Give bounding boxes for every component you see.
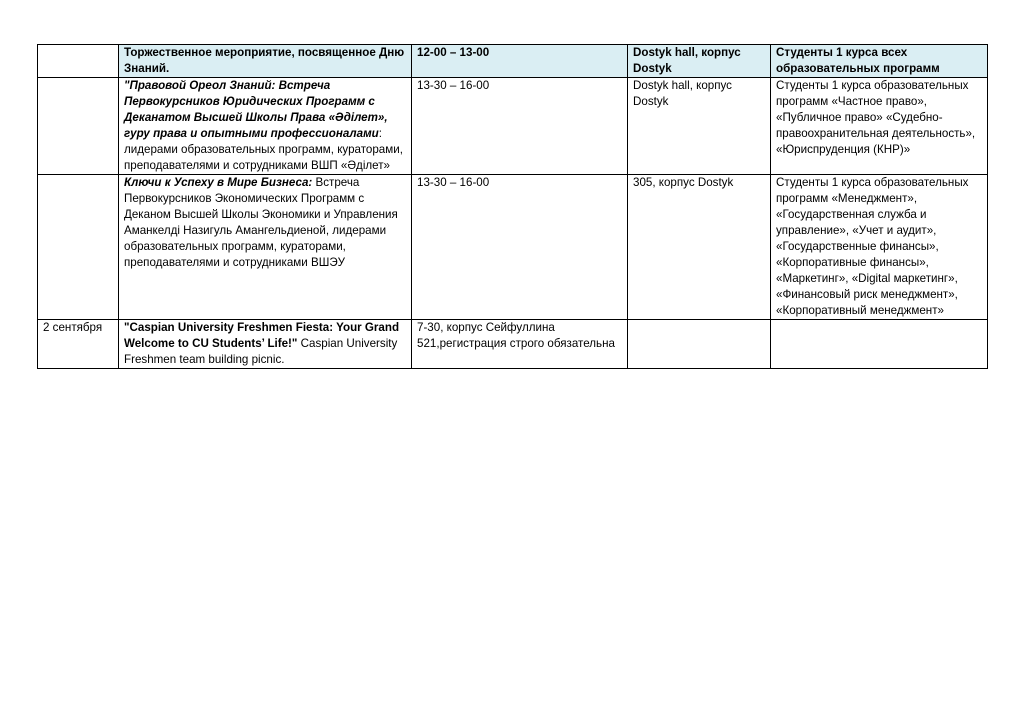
place-cell: 305, корпус Dostyk: [628, 175, 771, 320]
event-cell: [119, 78, 412, 175]
event-title: Ключи к Успеху в Мире Бизнеса:: [124, 176, 313, 189]
date-cell: [38, 78, 119, 175]
event-description: Caspian University Freshmen team building picnic.: [124, 337, 398, 366]
date-cell: 2 сентября: [38, 320, 119, 369]
table-row: [38, 45, 988, 78]
event-cell: [119, 320, 412, 369]
place-cell: Dostyk hall, корпус Dostyk: [628, 45, 771, 78]
event-title: "Правовой Ореол Знаний: Встреча Первокурсников Юридических Программ с Деканатом Высшей Школы Права «Әділет», гуру права и опытными профессионалами: [124, 79, 388, 140]
time-cell: 7-30, корпус Сейфуллина 521,регистрация строго обязательна: [412, 320, 628, 369]
audience-cell: Студенты 1 курса всех образовательных программ: [771, 45, 988, 78]
table-row: [38, 320, 988, 369]
event-description: : лидерами образовательных программ, кураторами, преподавателями и сотрудниками ВШП «Әділет»: [124, 127, 403, 172]
time-cell: 12-00 – 13-00: [412, 45, 628, 78]
event-title: "Caspian University Freshmen Fiesta: Your Grand Welcome to CU Students’ Life!": [124, 321, 400, 350]
audience-cell: Студенты 1 курса образовательных программ «Менеджмент», «Государственная служба и управление», «Учет и аудит», «Государственные финансы», «Корпоративные финансы», «Маркетинг», «Digital маркетинг», «Финансовый риск менеджмент», «Корпоративный менеджмент»: [771, 175, 988, 320]
table-row: [38, 175, 988, 320]
event-cell: Торжественное мероприятие, посвященное Дню Знаний.: [119, 45, 412, 78]
time-cell: 13-30 – 16-00: [412, 78, 628, 175]
table-row: [38, 78, 988, 175]
place-cell: [628, 320, 771, 369]
event-cell: [119, 175, 412, 320]
audience-cell: [771, 320, 988, 369]
place-cell: Dostyk hall, корпус Dostyk: [628, 78, 771, 175]
time-cell: 13-30 – 16-00: [412, 175, 628, 320]
date-cell: [38, 45, 119, 78]
audience-cell: Студенты 1 курса образовательных программ «Частное право», «Публичное право» «Судебно-правоохранительная деятельность», «Юриспруденция (КНР)»: [771, 78, 988, 175]
event-description: Встреча Первокурсников Экономических Программ с Деканом Высшей Школы Экономики и Управления Аманкелді Назигуль Амангельдиеной, лидерами образовательных программ, кураторами, преподавателями и сотрудниками ВШЭУ: [124, 176, 398, 269]
schedule-table: [37, 44, 988, 369]
date-cell: [38, 175, 119, 320]
